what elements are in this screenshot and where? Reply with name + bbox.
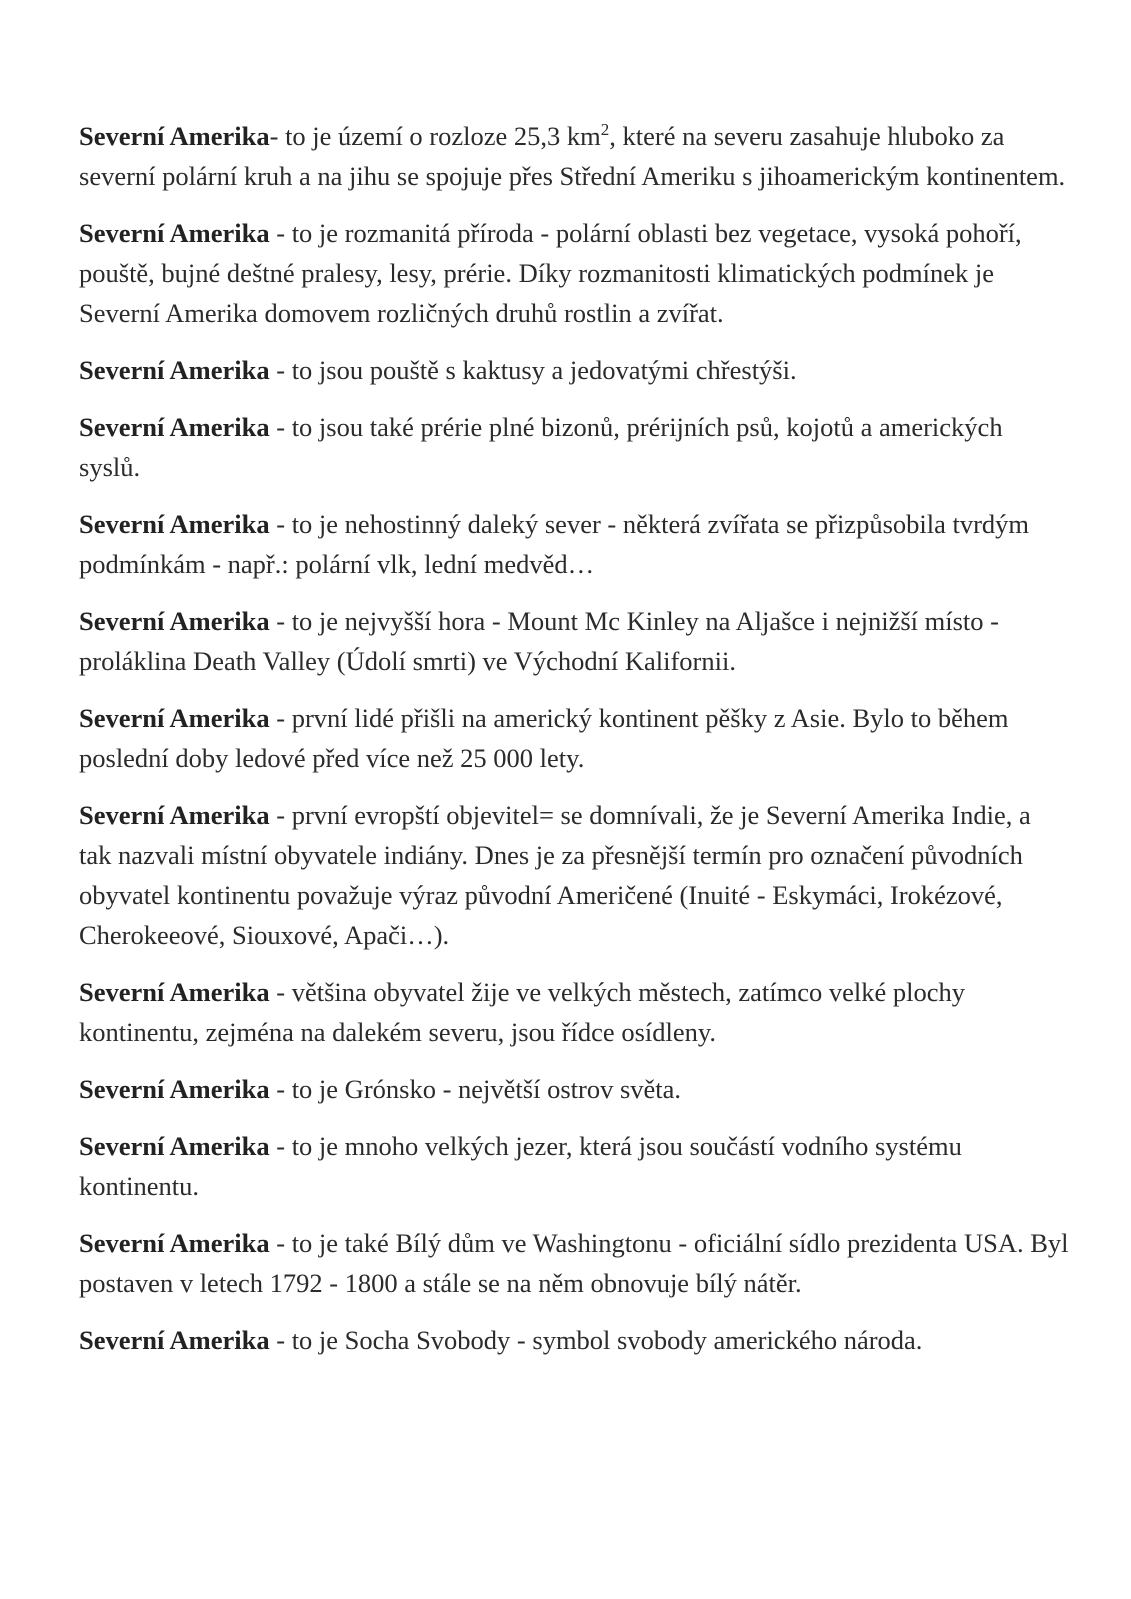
paragraph-text: - to je nehostinný daleký sever - některá zvířata se přizpůsobila tvrdým podmínkám - např.: polární vlk, lední medvěd… xyxy=(79,509,1030,579)
paragraph-lead: Severní Amerika xyxy=(79,1228,270,1258)
paragraph-lead: Severní Amerika xyxy=(79,509,270,539)
paragraph-lead: Severní Amerika xyxy=(79,1325,270,1355)
paragraph-prairies xyxy=(79,407,1069,487)
paragraph-lead: Severní Amerika xyxy=(79,1131,270,1161)
paragraph-explorers xyxy=(79,795,1069,955)
paragraph-text: - to je také Bílý dům ve Washingtonu - oficiální sídlo prezidenta USA. Byl postaven v letech 1792 - 1800 a stále se na něm obnovuje bílý nátěr. xyxy=(79,1228,1069,1298)
paragraph-first-people xyxy=(79,698,1069,778)
paragraph-area xyxy=(79,116,1069,196)
superscript-two: 2 xyxy=(600,120,610,140)
paragraph-nature xyxy=(79,213,1069,333)
paragraph-white-house xyxy=(79,1223,1069,1303)
paragraph-deserts xyxy=(79,350,1069,390)
paragraph-greenland xyxy=(79,1069,1069,1109)
paragraph-text: - první lidé přišli na americký kontinent pěšky z Asie. Bylo to během poslední doby ledové před více než 25 000 lety. xyxy=(79,703,1009,773)
paragraph-text: - to jsou pouště s kaktusy a jedovatými chřestýši. xyxy=(269,355,797,385)
paragraph-text: - to jsou také prérie plné bizonů, prérijních psů, kojotů a amerických syslů. xyxy=(79,412,1003,482)
paragraph-lead: Severní Amerika xyxy=(79,606,270,636)
paragraph-text-continued: , které na severu zasahuje hluboko za severní polární kruh a na jihu se spojuje přes Střední Ameriku s jihoamerickým kontinentem. xyxy=(79,121,1066,191)
paragraph-lead: Severní Amerika xyxy=(79,412,270,442)
paragraph-lead: Severní Amerika xyxy=(79,1074,270,1104)
paragraph-lakes xyxy=(79,1126,1069,1206)
paragraph-lead: Severní Amerika xyxy=(79,703,270,733)
paragraph-lead: Severní Amerika xyxy=(79,355,270,385)
paragraph-text: - to je Grónsko - největší ostrov světa. xyxy=(269,1074,682,1104)
paragraph-extremes xyxy=(79,601,1069,681)
document-body xyxy=(79,116,1069,1377)
paragraph-lead: Severní Amerika xyxy=(79,218,270,248)
paragraph-text: - to je rozmanitá příroda - polární oblasti bez vegetace, vysoká pohoří, pouště, bujné deštné pralesy, lesy, prérie. Díky rozmanitosti klimatických podmínek je Severní Amerika domovem rozličných druhů rostlin a zvířat. xyxy=(79,218,1022,328)
paragraph-population xyxy=(79,972,1069,1052)
paragraph-text: - většina obyvatel žije ve velkých městech, zatímco velké plochy kontinentu, zejména na dalekém severu, jsou řídce osídleny. xyxy=(79,977,965,1047)
paragraph-text: - to je Socha Svobody - symbol svobody amerického národa. xyxy=(269,1325,923,1355)
paragraph-text: - první evropští objevitel= se domnívali, že je Severní Amerika Indie, a tak nazvali místní obyvatele indiány. Dnes je za přesnější termín pro označení původních obyvatel kontinentu považuje výraz původní Američené (Inuité - Eskymáci, Irokézové, Cherokeeové, Siouxové, Apači…). xyxy=(79,800,1031,950)
paragraph-statue-of-liberty xyxy=(79,1320,1069,1360)
paragraph-text: - to je mnoho velkých jezer, která jsou součástí vodního systému kontinentu. xyxy=(79,1131,962,1201)
paragraph-lead: Severní Amerika xyxy=(79,800,270,830)
paragraph-lead: Severní Amerika xyxy=(79,121,270,151)
paragraph-far-north xyxy=(79,504,1069,584)
paragraph-text: - to je území o rozloze 25,3 km xyxy=(269,121,601,151)
paragraph-lead: Severní Amerika xyxy=(79,977,270,1007)
paragraph-text: - to je nejvyšší hora - Mount Mc Kinley na Aljašce i nejnižší místo - proláklina Death Valley (Údolí smrti) ve Východní Kalifornii. xyxy=(79,606,999,676)
